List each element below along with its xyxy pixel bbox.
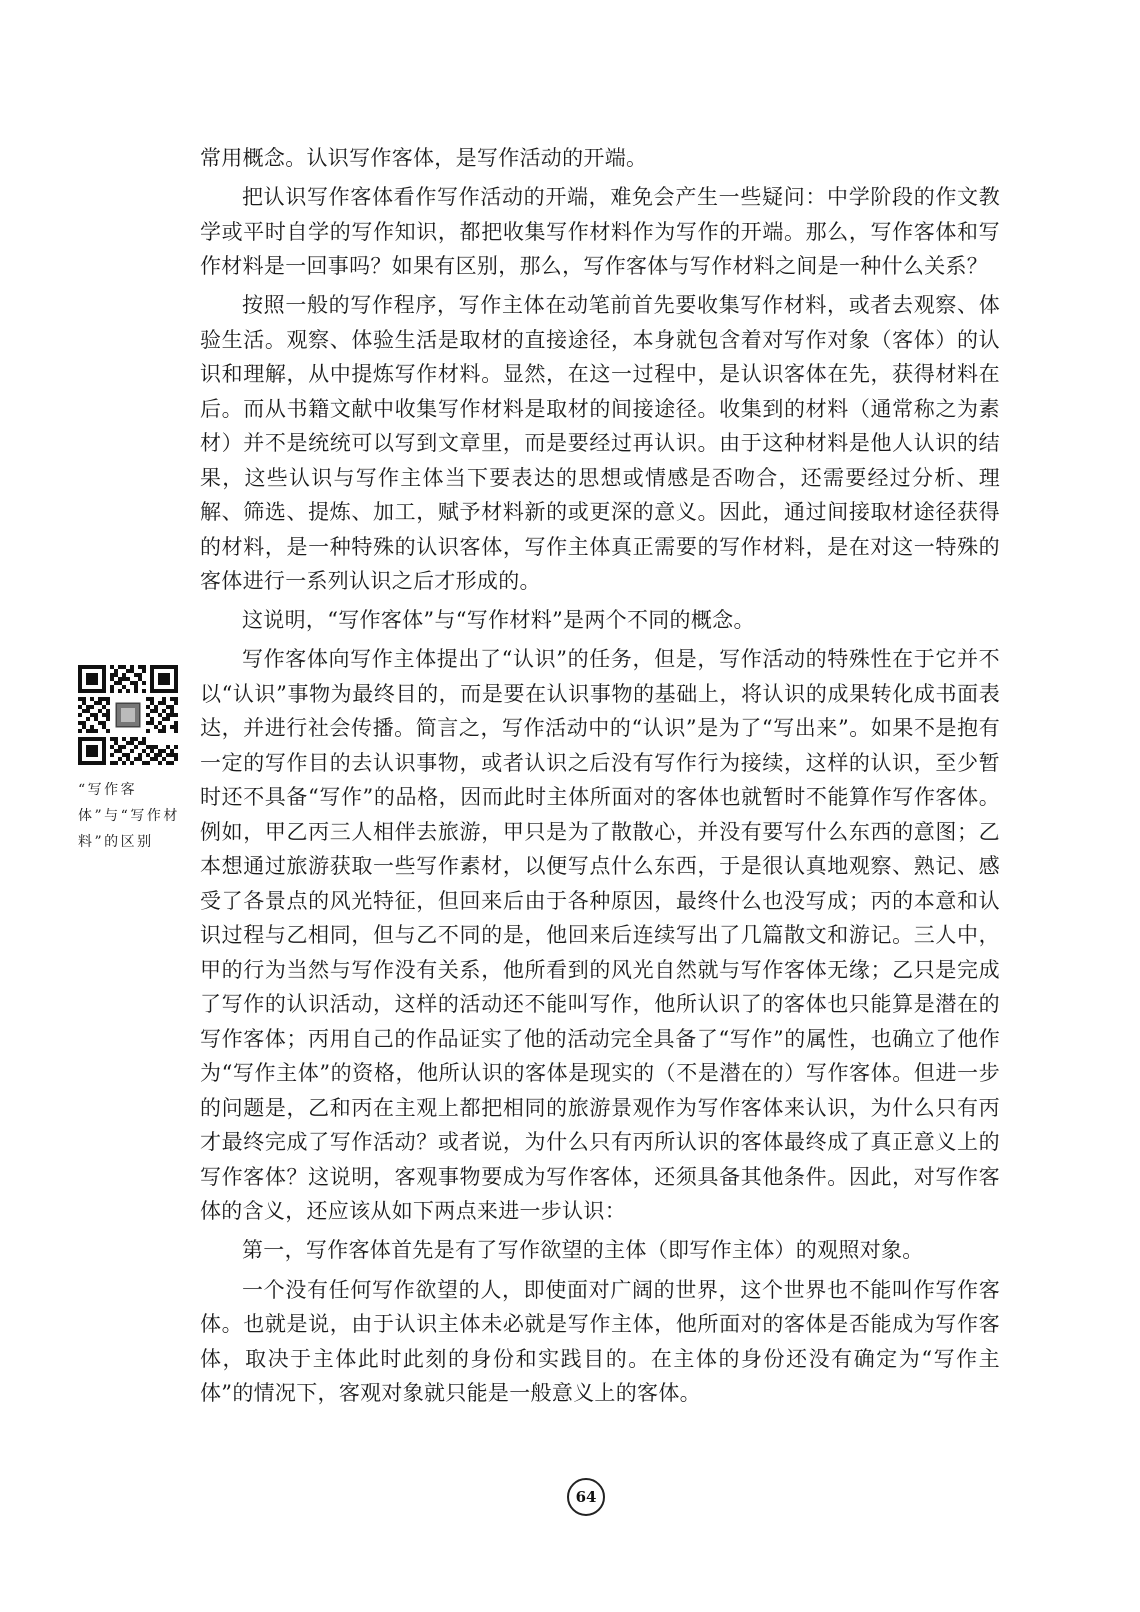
body-text xyxy=(200,141,1000,1415)
margin-note xyxy=(78,665,182,855)
paragraph: 一个没有任何写作欲望的人，即使面对广阔的世界，这个世界也不能叫作写作客体。也就是说，由于认识主体未必就是写作主体，他所面对的客体是否能成为写作客体，取决于主体此时此刻的身份和实践目的。在主体的身份还没有确定为“写作主体”的情况下，客观对象就只能是一般意义上的客体。 xyxy=(200,1277,1000,1406)
paragraph: 这说明，“写作客体”与“写作材料”是两个不同的概念。 xyxy=(242,608,755,633)
paragraph: 把认识写作客体看作写作活动的开端，难免会产生一些疑问：中学阶段的作文教学或平时自学的写作知识，都把收集写作材料作为写作的开端。那么，写作客体和写作材料是一回事吗？如果有区别，那么，写作客体与写作材料之间是一种什么关系？ xyxy=(200,185,1000,279)
paragraph-continuation: 常用概念。认识写作客体，是写作活动的开端。 xyxy=(200,146,648,170)
paragraph: 写作客体向写作主体提出了“认识”的任务，但是，写作活动的特殊性在于它并不以“认识”事物为最终目的，而是要在认识事物的基础上，将认识的成果转化成书面表达，并进行社会传播。简言之，写作活动中的“认识”是为了“写出来”。如果不是抱有一定的写作目的去认识事物，或者认识之后没有写作行为接续，这样的认识，至少暂时还不具备“写作”的品格，因而此时主体所面对的客体也就暂时不能算作写作客体。例如，甲乙丙三人相伴去旅游，甲只是为了散散心，并没有要写什么东西的意图；乙本想通过旅游获取一些写作素材，以便写点什么东西，于是很认真地观察、熟记、感受了各景点的风光特征，但回来后由于各种原因，最终什么也没写成；丙的本意和认识过程与乙相同，但与乙不同的是，他回来后连续写出了几篇散文和游记。三人中，甲的行为当然与写作没有关系，他所看到的风光自然就与写作客体无缘；乙只是完成了写作的认识活动，这样的活动还不能叫写作，他所认识了的客体也只能算是潜在的写作客体；丙用自己的作品证实了他的活动完全具备了“写作”的属性，也确立了他作为“写作主体”的资格，他所认识的客体是现实的（不是潜在的）写作客体。但进一步的问题是，乙和丙在主观上都把相同的旅游景观作为写作客体来认识，为什么只有丙才最终完成了写作活动？或者说，为什么只有丙所认识的客体最终成了真正意义上的写作客体？这说明，客观事物要成为写作客体，还须具备其他条件。因此，对写作客体的含义，还应该从如下两点来进一步认识： xyxy=(200,647,1000,1224)
paragraph: 按照一般的写作程序，写作主体在动笔前首先要收集写作材料，或者去观察、体验生活。观察、体验生活是取材的直接途径，本身就包含着对写作对象（客体）的认识和理解，从中提炼写作材料。显然，在这一过程中，是认识客体在先，获得材料在后。而从书籍文献中收集写作材料是取材的间接途径。收集到的材料（通常称之为素材）并不是统统可以写到文章里，而是要经过再认识。由于这种材料是他人认识的结果，这些认识与写作主体当下要表达的思想或情感是否吻合，还需要经过分析、理解、筛选、提炼、加工，赋予材料新的或更深的意义。因此，通过间接取材途径获得的材料，是一种特殊的认识客体，写作主体真正需要的写作材料，是在对这一特殊的客体进行一系列认识之后才形成的。 xyxy=(200,293,1000,594)
paragraph: 第一，写作客体首先是有了写作欲望的主体（即写作主体）的观照对象。 xyxy=(242,1238,924,1263)
margin-note-caption: “写作客体”与“写作材料”的区别 xyxy=(78,782,180,850)
qr-code-icon[interactable] xyxy=(78,665,178,765)
page-number: 64 xyxy=(567,1478,605,1516)
